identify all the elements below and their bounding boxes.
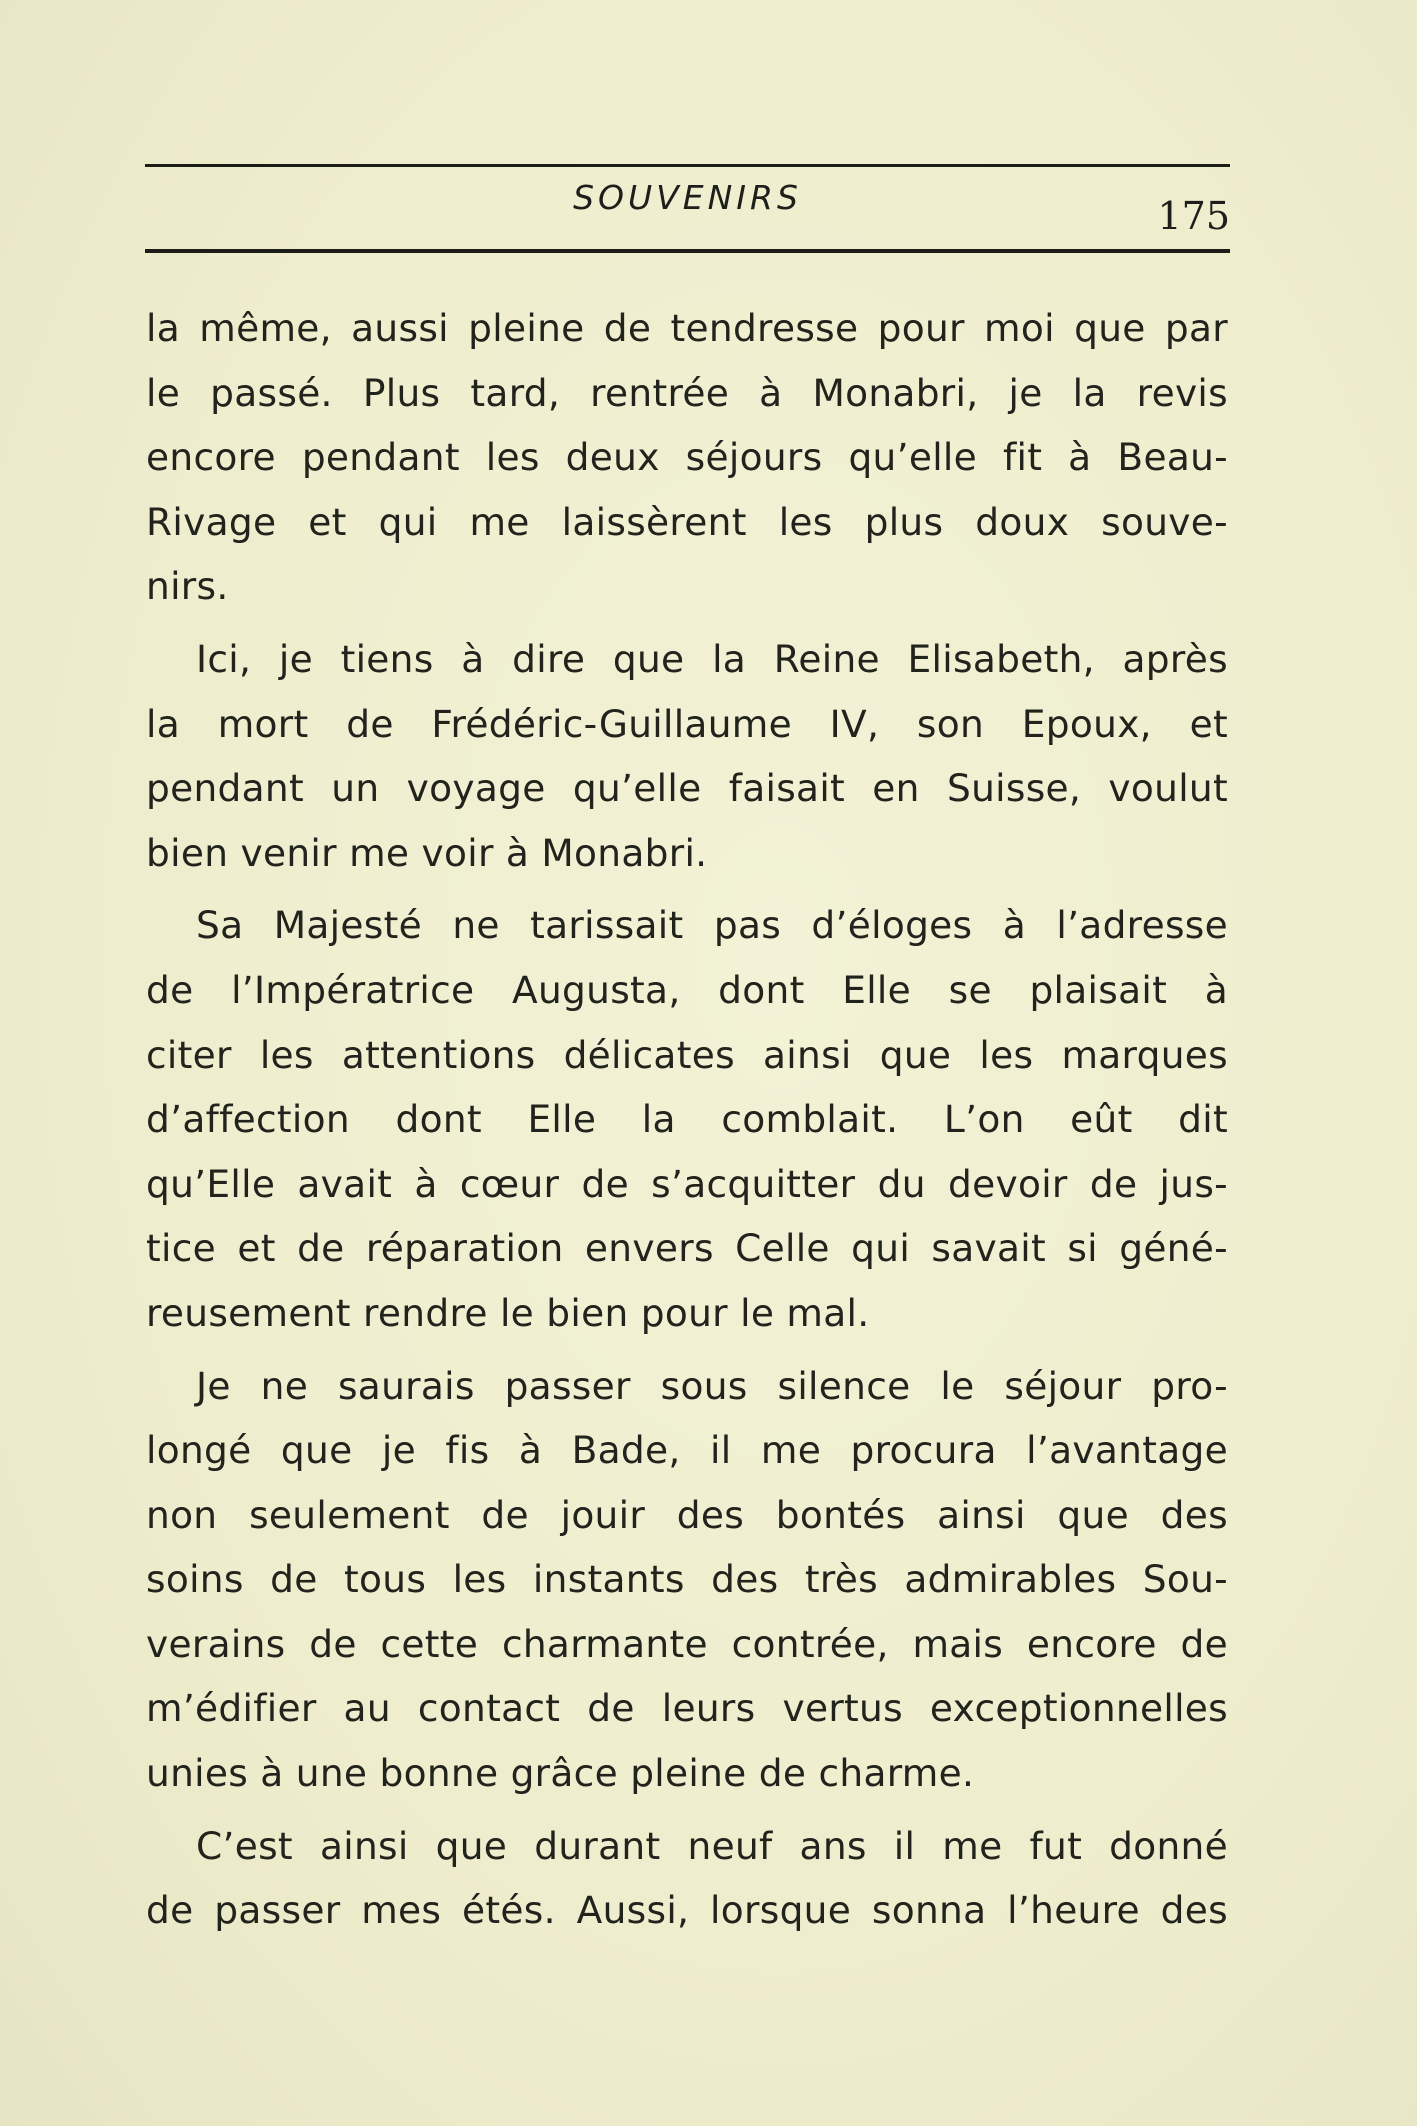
paragraph bbox=[146, 893, 1228, 1345]
text-line: reusement rendre le bien pour le mal. bbox=[146, 1290, 870, 1335]
text-line: soins de tous les instants des très admirables Sou- bbox=[146, 1557, 1228, 1602]
paragraph-gap bbox=[146, 1806, 1228, 1814]
text-line: Je ne saurais passer sous silence le séjour pro- bbox=[196, 1363, 1228, 1408]
page-number: 175 bbox=[1157, 194, 1230, 238]
paragraph-gap bbox=[146, 619, 1228, 627]
text-line: de passer mes étés. Aussi, lorsque sonna l’heure des bbox=[146, 1888, 1228, 1933]
paragraph-gap bbox=[146, 1346, 1228, 1354]
page-header bbox=[145, 150, 1230, 265]
text-line: d’affection dont Elle la comblait. L’on eût dit bbox=[146, 1097, 1228, 1142]
paragraph bbox=[146, 296, 1228, 619]
text-line: qu’Elle avait à cœur de s’acquitter du devoir de jus- bbox=[146, 1161, 1228, 1206]
header-bottom-rule bbox=[145, 249, 1230, 253]
header-top-rule bbox=[145, 164, 1230, 167]
paragraph bbox=[146, 627, 1228, 885]
text-line: la mort de Frédéric-Guillaume IV, son Epoux, et bbox=[146, 701, 1228, 746]
text-line: bien venir me voir à Monabri. bbox=[146, 830, 708, 875]
paragraph bbox=[146, 1814, 1228, 1943]
text-line: C’est ainsi que durant neuf ans il me fut donné bbox=[196, 1823, 1228, 1868]
text-line: citer les attentions délicates ainsi que les marques bbox=[146, 1032, 1228, 1077]
text-line: verains de cette charmante contrée, mais encore de bbox=[146, 1621, 1228, 1666]
text-line: de l’Impératrice Augusta, dont Elle se plaisait à bbox=[146, 967, 1228, 1012]
running-title: SOUVENIRS bbox=[573, 178, 802, 217]
text-line: nirs. bbox=[146, 564, 229, 609]
text-line: pendant un voyage qu’elle faisait en Suisse, voulut bbox=[146, 766, 1228, 811]
text-line: tice et de réparation envers Celle qui savait si géné- bbox=[146, 1226, 1228, 1271]
text-line: longé que je fis à Bade, il me procura l’avantage bbox=[146, 1428, 1228, 1473]
text-line: Sa Majesté ne tarissait pas d’éloges à l’adresse bbox=[196, 903, 1228, 948]
text-line: Ici, je tiens à dire que la Reine Elisabeth, après bbox=[196, 636, 1228, 681]
text-line: m’édifier au contact de leurs vertus exceptionnelles bbox=[146, 1686, 1228, 1731]
text-line: la même, aussi pleine de tendresse pour moi que par bbox=[146, 306, 1228, 350]
text-line: Rivage et qui me laissèrent les plus doux souve- bbox=[146, 499, 1228, 544]
text-line: non seulement de jouir des bontés ainsi que des bbox=[146, 1492, 1228, 1537]
text-line: encore pendant les deux séjours qu’elle fit à Beau- bbox=[146, 435, 1228, 480]
paragraph bbox=[146, 1354, 1228, 1806]
text-line: le passé. Plus tard, rentrée à Monabri, je la revis bbox=[146, 370, 1228, 415]
body-text bbox=[146, 296, 1228, 1943]
text-line: unies à une bonne grâce pleine de charme. bbox=[146, 1751, 975, 1796]
paragraph-gap bbox=[146, 885, 1228, 893]
